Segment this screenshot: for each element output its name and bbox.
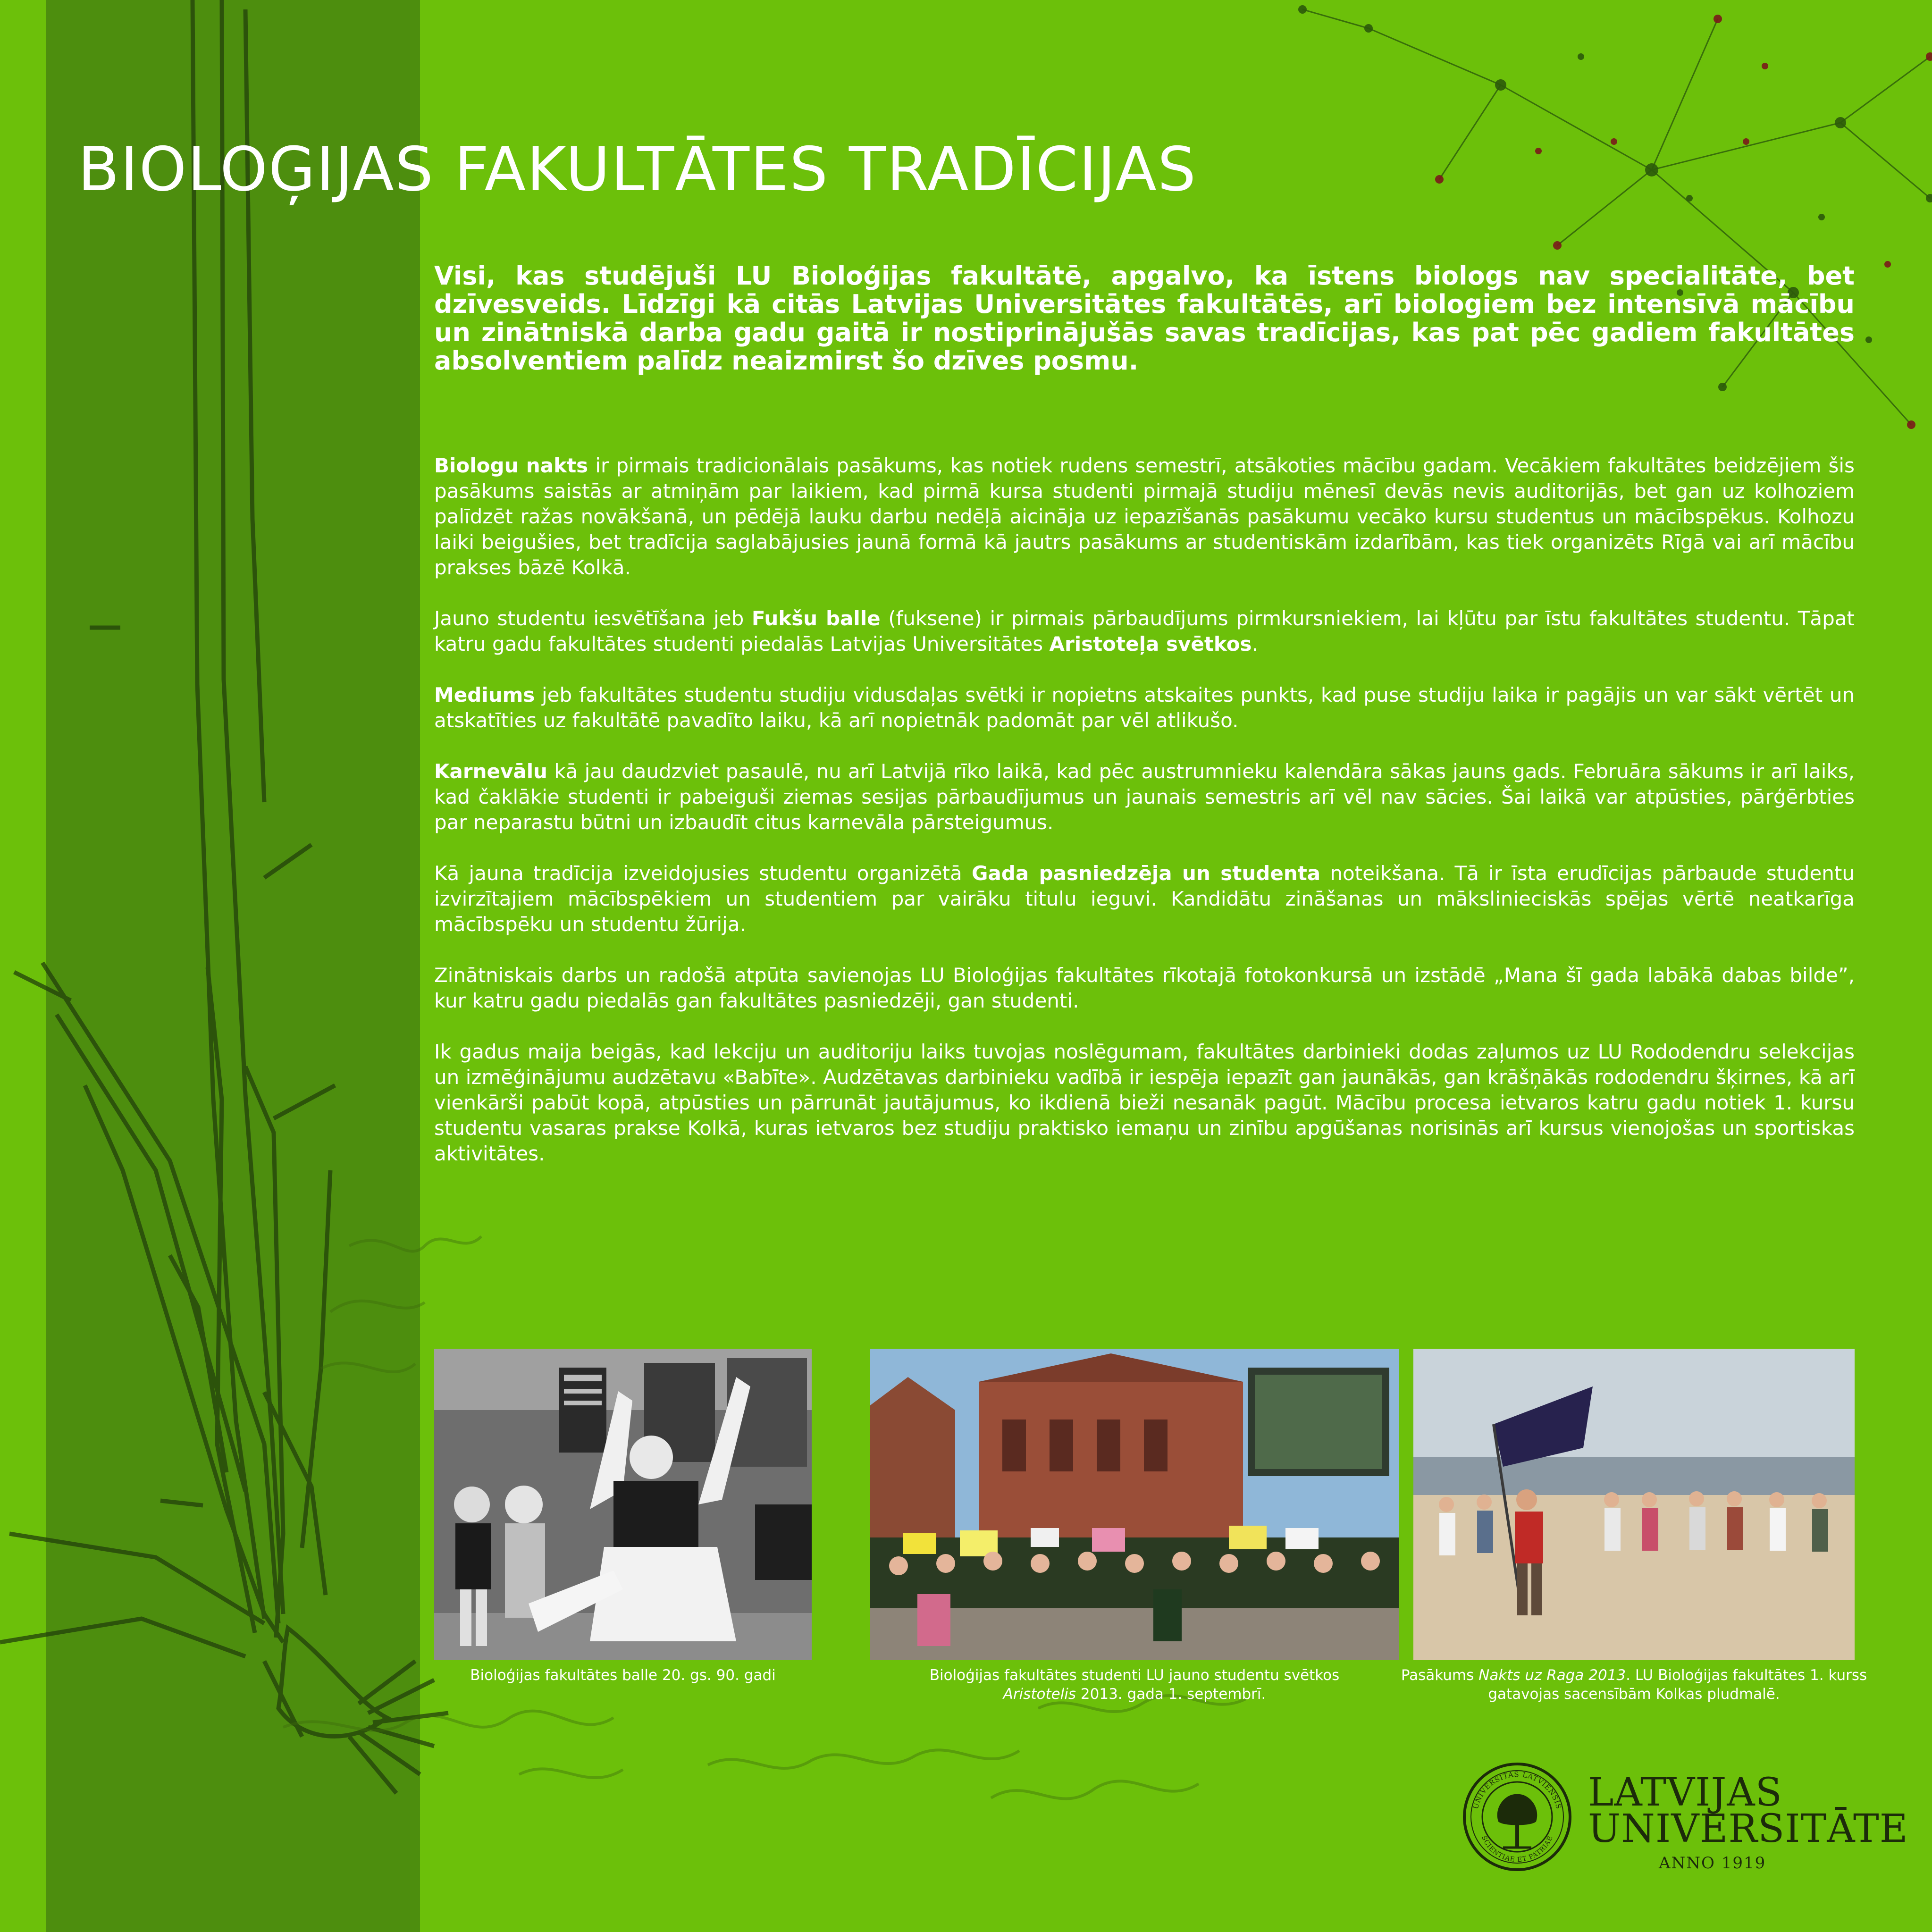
term-aristotela-svetki: Aristoteļa svētkos bbox=[1049, 632, 1252, 655]
logo-year: ANNO 1919 bbox=[1659, 1854, 1766, 1873]
paragraph-fuksu-balle: Jauno studentu iesvētīšana jeb Fukšu balle (fuksene) ir pirmais pārbaudījums pirmkursniekiem, lai kļūtu par īstu fakultātes studentu. Tāpat katru gadu fakultātes studenti piedalās Latvijas Universitātes Aristoteļa svētkos. bbox=[434, 607, 1855, 655]
photo-aristotelis-festival bbox=[870, 1349, 1399, 1660]
paragraph-biologu-nakts: Biologu nakts ir pirmais tradicionālais pasākums, kas notiek rudens semestrī, atsākoties mācību gadam. Vecākiem fakultātes beidzējiem šis pasākums saistās ar atmiņām par laikiem, kad pirmā kursa studenti pirmajā studiju mēnesī devās nevis auditorijās, bet gan uz kolhoziem palīdzēt ražas novākšanā, un pēdējā lauku darbu nedēļā aicināja uz iepazīšanās pasākumu vecāko kursu studentus un mācībspēkus. Kolhozu laiki beigušies, bet tradīcija saglabājusies jaunā formā kā jautrs pasākums ar studentiskām izdarībām, kas tiek organizēts Rīgā vai arī mācību prakses bāzē Kolkā. bbox=[434, 454, 1855, 579]
body-text bbox=[434, 453, 1855, 1167]
plant-illustration bbox=[0, 0, 448, 1793]
caption-beach-event: Pasākums Nakts uz Raga 2013. LU Bioloģijas fakultātes 1. kurss gatavojas sacensībām Kolkas pludmalē. bbox=[1401, 1667, 1867, 1703]
term-biologu-nakts: Biologu nakts bbox=[434, 454, 588, 477]
term-fuksu-balle: Fukšu balle bbox=[751, 607, 881, 630]
term-karnevals: Karnevālu bbox=[434, 760, 548, 783]
paragraph-karnevals: Karnevālu kā jau daudzviet pasaulē, nu arī Latvijā rīko laikā, kad pēc austrumnieku kalendāra sākas jauns gads. Februāra sākums ir arī laiks, kad čaklākie studenti ir pabeiguši ziemas sesijas pārbaudījumus un jaunais semestris arī vēl nav sācies. Šai laikā var atpūsties, pārģērbties par neparastu būtni un izbaudīt citus karnevāla pārsteigumus. bbox=[434, 760, 1855, 834]
paragraph-mediums: Mediums jeb fakultātes studentu studiju vidusdaļas svētki ir nopietns atskaites punkts, kad puse studiju laika ir pagājis un var sākt vērtēt un atskatīties uz fakultātē pavadīto laiku, kā arī nopietnāk padomāt par vēl atlikušo. bbox=[434, 683, 1855, 732]
intro-paragraph: Visi, kas studējuši LU Bioloģijas fakultātē, apgalvo, ka īstens biologs nav specialitāte, bet dzīvesveids. Līdzīgi kā citās Latvijas Universitātes fakultātēs, arī biologiem bez intensīvā mācību un zinātniskā darba gadu gaitā ir nostiprinājušās savas tradīcijas, kas pat pēc gadiem fakultātes absolventiem palīdz neaizmirst šo dzīves posmu. bbox=[434, 261, 1855, 376]
university-seal-icon bbox=[1461, 1760, 1574, 1873]
photo-faculty-ball bbox=[434, 1349, 812, 1660]
caption-faculty-ball: Bioloģijas fakultātes balle 20. gs. 90. gadi bbox=[470, 1667, 776, 1684]
paragraph-fotokonkurss: Zinātniskais darbs un radošā atpūta savienojas LU Bioloģijas fakultātes rīkotajā fotokonkursā un izstādē „Mana šī gada labākā dabas bilde”, kur katru gadu piedalās gan fakultātes pasniedzēji, gan studenti. bbox=[434, 964, 1855, 1012]
logo-name-line2: UNIVERSITĀTE bbox=[1588, 1806, 1908, 1851]
logo-name-line1: LATVIJAS bbox=[1588, 1770, 1782, 1815]
paragraph-babite: Ik gadus maija beigās, kad lekciju un auditoriju laiks tuvojas noslēgumam, fakultātes darbinieki dodas zaļumos uz LU Rododendru selekcijas un izmēģinājumu audzētavu «Babīte». Audzētavas darbinieku vadībā ir iespēja iepazīt gan jaunākās, gan krāšņākās rododendru šķirnes, kā arī vienkārši pabūt kopā, atpūsties un pārrunāt jautājumus, ko ikdienā bieži nesanāk pagūt. Mācību procesa ietvaros katru gadu notiek 1. kursu studentu vasaras prakse Kolkā, kuras ietvaros bez studiju praktisko iemaņu un zinību apgūšanas norisinās arī kursus vienojošas un sportiskas aktivitātes. bbox=[434, 1040, 1855, 1165]
term-mediums: Mediums bbox=[434, 683, 535, 706]
photo-beach-event bbox=[1413, 1349, 1855, 1660]
paragraph-gada-pasniedzejs: Kā jauna tradīcija izveidojusies studentu organizētā Gada pasniedzēja un studenta noteikšana. Tā ir īsta erudīcijas pārbaude studentu izvirzītajiem mācībspēkiem un studentiem par vairāku titulu ieguvi. Kandidātu zināšanas un mākslinieciskās spējas vērtē neatkarīga mācībspēku un studentu žūrija. bbox=[434, 862, 1855, 936]
university-logo bbox=[1461, 1760, 1908, 1883]
term-gada-pasniedzejs: Gada pasniedzēja un studenta bbox=[971, 862, 1321, 885]
svg-text:UNIVERSITAS LATVIENSIS: UNIVERSITAS LATVIENSIS bbox=[1471, 1770, 1563, 1810]
poster-title: BIOLOĢIJAS FAKULTĀTES TRADĪCIJAS bbox=[78, 134, 1197, 205]
svg-text:SCIENTIAE ET PATRIAE: SCIENTIAE ET PATRIAE bbox=[1479, 1834, 1555, 1864]
caption-aristotelis-festival: Bioloģijas fakultātes studenti LU jauno studentu svētkos Aristotelis 2013. gada 1. septembrī. bbox=[929, 1667, 1340, 1703]
